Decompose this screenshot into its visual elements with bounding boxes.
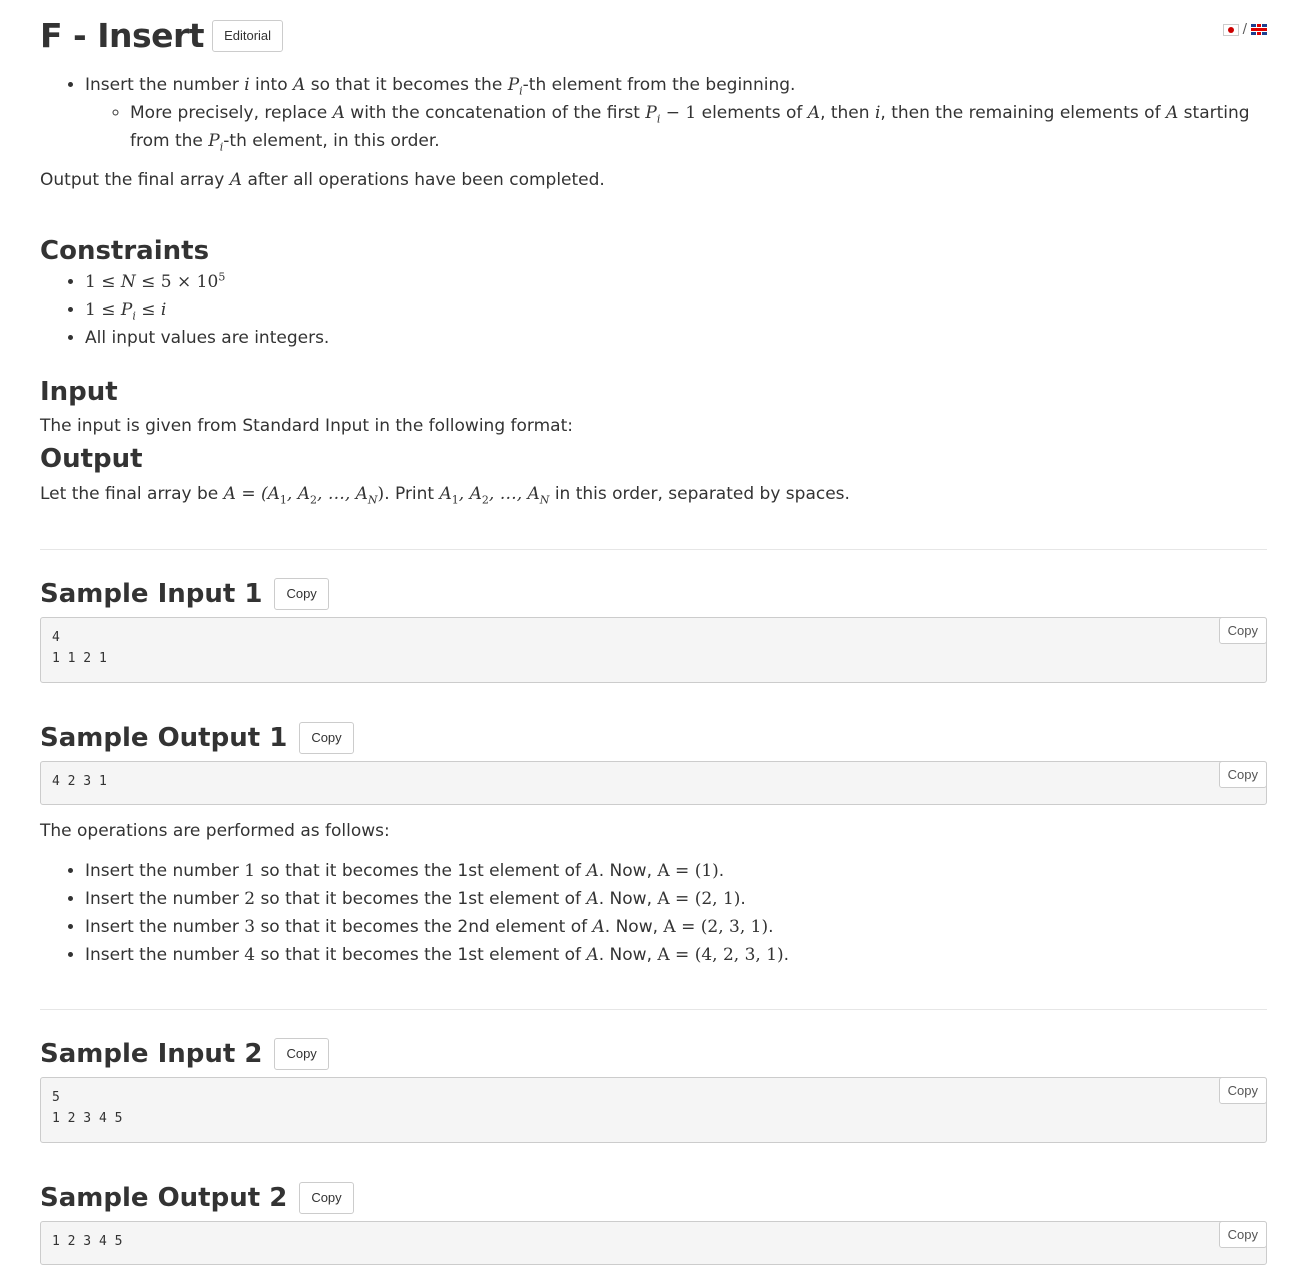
text: .: [718, 861, 725, 881]
text: -th element from the beginning.: [522, 75, 796, 95]
explanation-item: [85, 885, 789, 913]
text: , then: [820, 103, 875, 123]
sample-input-1-header: [40, 578, 329, 610]
code-line: 1 1 2 1: [52, 651, 107, 666]
math: 1: [244, 861, 256, 881]
output-text: [40, 484, 850, 507]
sample-input-1-title: Sample Input 1: [40, 579, 263, 609]
statement-subitem: [130, 99, 1267, 155]
math-i: i: [244, 75, 250, 95]
output-heading: Output: [40, 444, 143, 474]
math-sub: 1: [279, 493, 287, 507]
math: P: [208, 131, 220, 151]
math: − 1: [660, 103, 697, 123]
text: Insert the number: [85, 945, 245, 965]
math: , …, A: [488, 484, 540, 504]
text: so that it becomes the 1st element of: [255, 945, 587, 965]
text: Insert the number: [85, 75, 245, 95]
copy-button[interactable]: Copy: [1219, 1077, 1267, 1104]
text: . Now,: [598, 861, 658, 881]
math: P: [120, 300, 133, 320]
text: More precisely, replace: [130, 103, 333, 123]
sample-output-2-block[interactable]: [40, 1221, 1267, 1265]
editorial-button[interactable]: Editorial: [212, 20, 283, 52]
math: , A: [458, 484, 482, 504]
divider: [40, 1009, 1267, 1010]
page-title: F - Insert: [40, 16, 205, 55]
copy-button[interactable]: Copy: [1219, 617, 1267, 644]
constraint-item: [85, 296, 329, 324]
lang-separator: /: [1242, 22, 1247, 37]
sample-output-2-title: Sample Output 2: [40, 1183, 288, 1213]
math: ): [377, 484, 385, 504]
explanation-intro: The operations are performed as follows:: [40, 821, 390, 841]
math-sub: i: [656, 112, 661, 126]
math: A: [1165, 103, 1179, 123]
explanation-item: [85, 941, 789, 969]
code-line: 1 2 3 4 5: [52, 1234, 123, 1249]
text: Let the final array be: [40, 484, 224, 504]
math: , …, A: [317, 484, 368, 504]
math: A = (4, 2, 3, 1): [657, 945, 784, 965]
math: A: [229, 170, 243, 190]
math: , A: [286, 484, 311, 504]
text: in this order, separated by spaces.: [549, 484, 850, 504]
math: A: [586, 889, 599, 909]
text: so that it becomes the: [305, 75, 508, 95]
code-line: 4: [52, 630, 60, 645]
math: i: [874, 103, 881, 123]
math-p: P: [507, 75, 520, 95]
text: so that it becomes the 2nd element of: [255, 917, 593, 937]
sample-output-1-block[interactable]: [40, 761, 1267, 805]
text: so that it becomes the 1st element of: [255, 889, 587, 909]
copy-button[interactable]: Copy: [274, 578, 328, 610]
constraint-item: [85, 324, 329, 352]
math-a: A: [293, 75, 306, 95]
math: A: [592, 917, 605, 937]
text: . Now,: [598, 889, 658, 909]
text: so that it becomes the 1st element of: [255, 861, 587, 881]
math: N: [120, 272, 136, 292]
math: A = (2, 1): [657, 889, 741, 909]
sample-output-2-header: [40, 1182, 354, 1214]
text: , then the remaining elements of: [880, 103, 1166, 123]
sample-input-1-block[interactable]: [40, 617, 1267, 683]
text: starting from the: [130, 103, 1250, 151]
final-output-text: [40, 170, 605, 190]
sample-input-2-header: [40, 1038, 329, 1070]
statement-list: [40, 71, 1267, 155]
text: with the concatenation of the first: [344, 103, 646, 123]
math-sup: 5: [218, 270, 226, 284]
text: elements of: [696, 103, 808, 123]
text: . Now,: [604, 917, 664, 937]
math: 1 ≤: [85, 272, 121, 292]
text: Insert the number: [85, 889, 245, 909]
explanation-item: [85, 857, 789, 885]
sample-input-2-title: Sample Input 2: [40, 1039, 263, 1069]
math: ≤: [135, 300, 161, 320]
text: Output the final array: [40, 170, 230, 190]
text: .: [783, 945, 790, 965]
text: .: [768, 917, 774, 937]
math-sub: i: [219, 140, 224, 154]
math-sub: 2: [310, 493, 318, 507]
math: A: [439, 484, 452, 504]
math-sub: 1: [451, 493, 459, 507]
sample-output-1-header: [40, 722, 354, 754]
text: . Now,: [598, 945, 658, 965]
copy-button[interactable]: Copy: [1219, 1221, 1267, 1248]
constraints-heading: Constraints: [40, 236, 210, 266]
code-line: 1 2 3 4 5: [52, 1111, 123, 1126]
math: A: [586, 945, 599, 965]
math: A = (A: [223, 484, 280, 504]
math: A = (1): [657, 861, 719, 881]
math: A: [586, 861, 599, 881]
input-text: The input is given from Standard Input in the following format:: [40, 416, 573, 436]
constraint-item: [85, 268, 329, 296]
copy-button[interactable]: Copy: [274, 1038, 328, 1070]
math: 4: [244, 945, 256, 965]
text: -th element, in this order.: [223, 131, 440, 151]
language-switcher: [1223, 22, 1267, 37]
copy-button[interactable]: Copy: [299, 1182, 353, 1214]
math: P: [645, 103, 657, 123]
math: A: [332, 103, 345, 123]
code-line: 4 2 3 1: [52, 774, 107, 789]
statement-item: [85, 71, 1267, 155]
text: into: [249, 75, 294, 95]
copy-button[interactable]: Copy: [1219, 761, 1267, 788]
text: . Print: [384, 484, 440, 504]
divider: [40, 549, 1267, 550]
math-sub: 2: [481, 493, 489, 507]
explanation-item: [85, 913, 789, 941]
math: A: [807, 103, 821, 123]
text: All input values are integers.: [85, 328, 330, 348]
math-sub: N: [539, 493, 550, 507]
code-line: 5: [52, 1090, 60, 1105]
english-flag-icon[interactable]: [1251, 24, 1267, 35]
math: 3: [244, 917, 256, 937]
math-sub: N: [367, 493, 378, 507]
math-sub: i: [519, 84, 523, 98]
sample-input-2-block[interactable]: [40, 1077, 1267, 1143]
text: Insert the number: [85, 917, 245, 937]
input-heading: Input: [40, 377, 118, 407]
math-sub: i: [132, 309, 136, 323]
math: ≤ 5 × 10: [135, 272, 219, 292]
sample-output-1-title: Sample Output 1: [40, 723, 288, 753]
title-row: [40, 16, 283, 55]
copy-button[interactable]: Copy: [299, 722, 353, 754]
japanese-flag-icon[interactable]: [1223, 24, 1239, 36]
text: Insert the number: [85, 861, 245, 881]
math: 2: [244, 889, 256, 909]
math: A = (2, 3, 1): [663, 917, 769, 937]
text: .: [740, 889, 746, 909]
explanation-list: [40, 857, 789, 969]
math: 1 ≤: [85, 300, 121, 320]
math: i: [160, 300, 167, 320]
text: after all operations have been completed.: [242, 170, 605, 190]
constraints-list: [40, 268, 329, 352]
